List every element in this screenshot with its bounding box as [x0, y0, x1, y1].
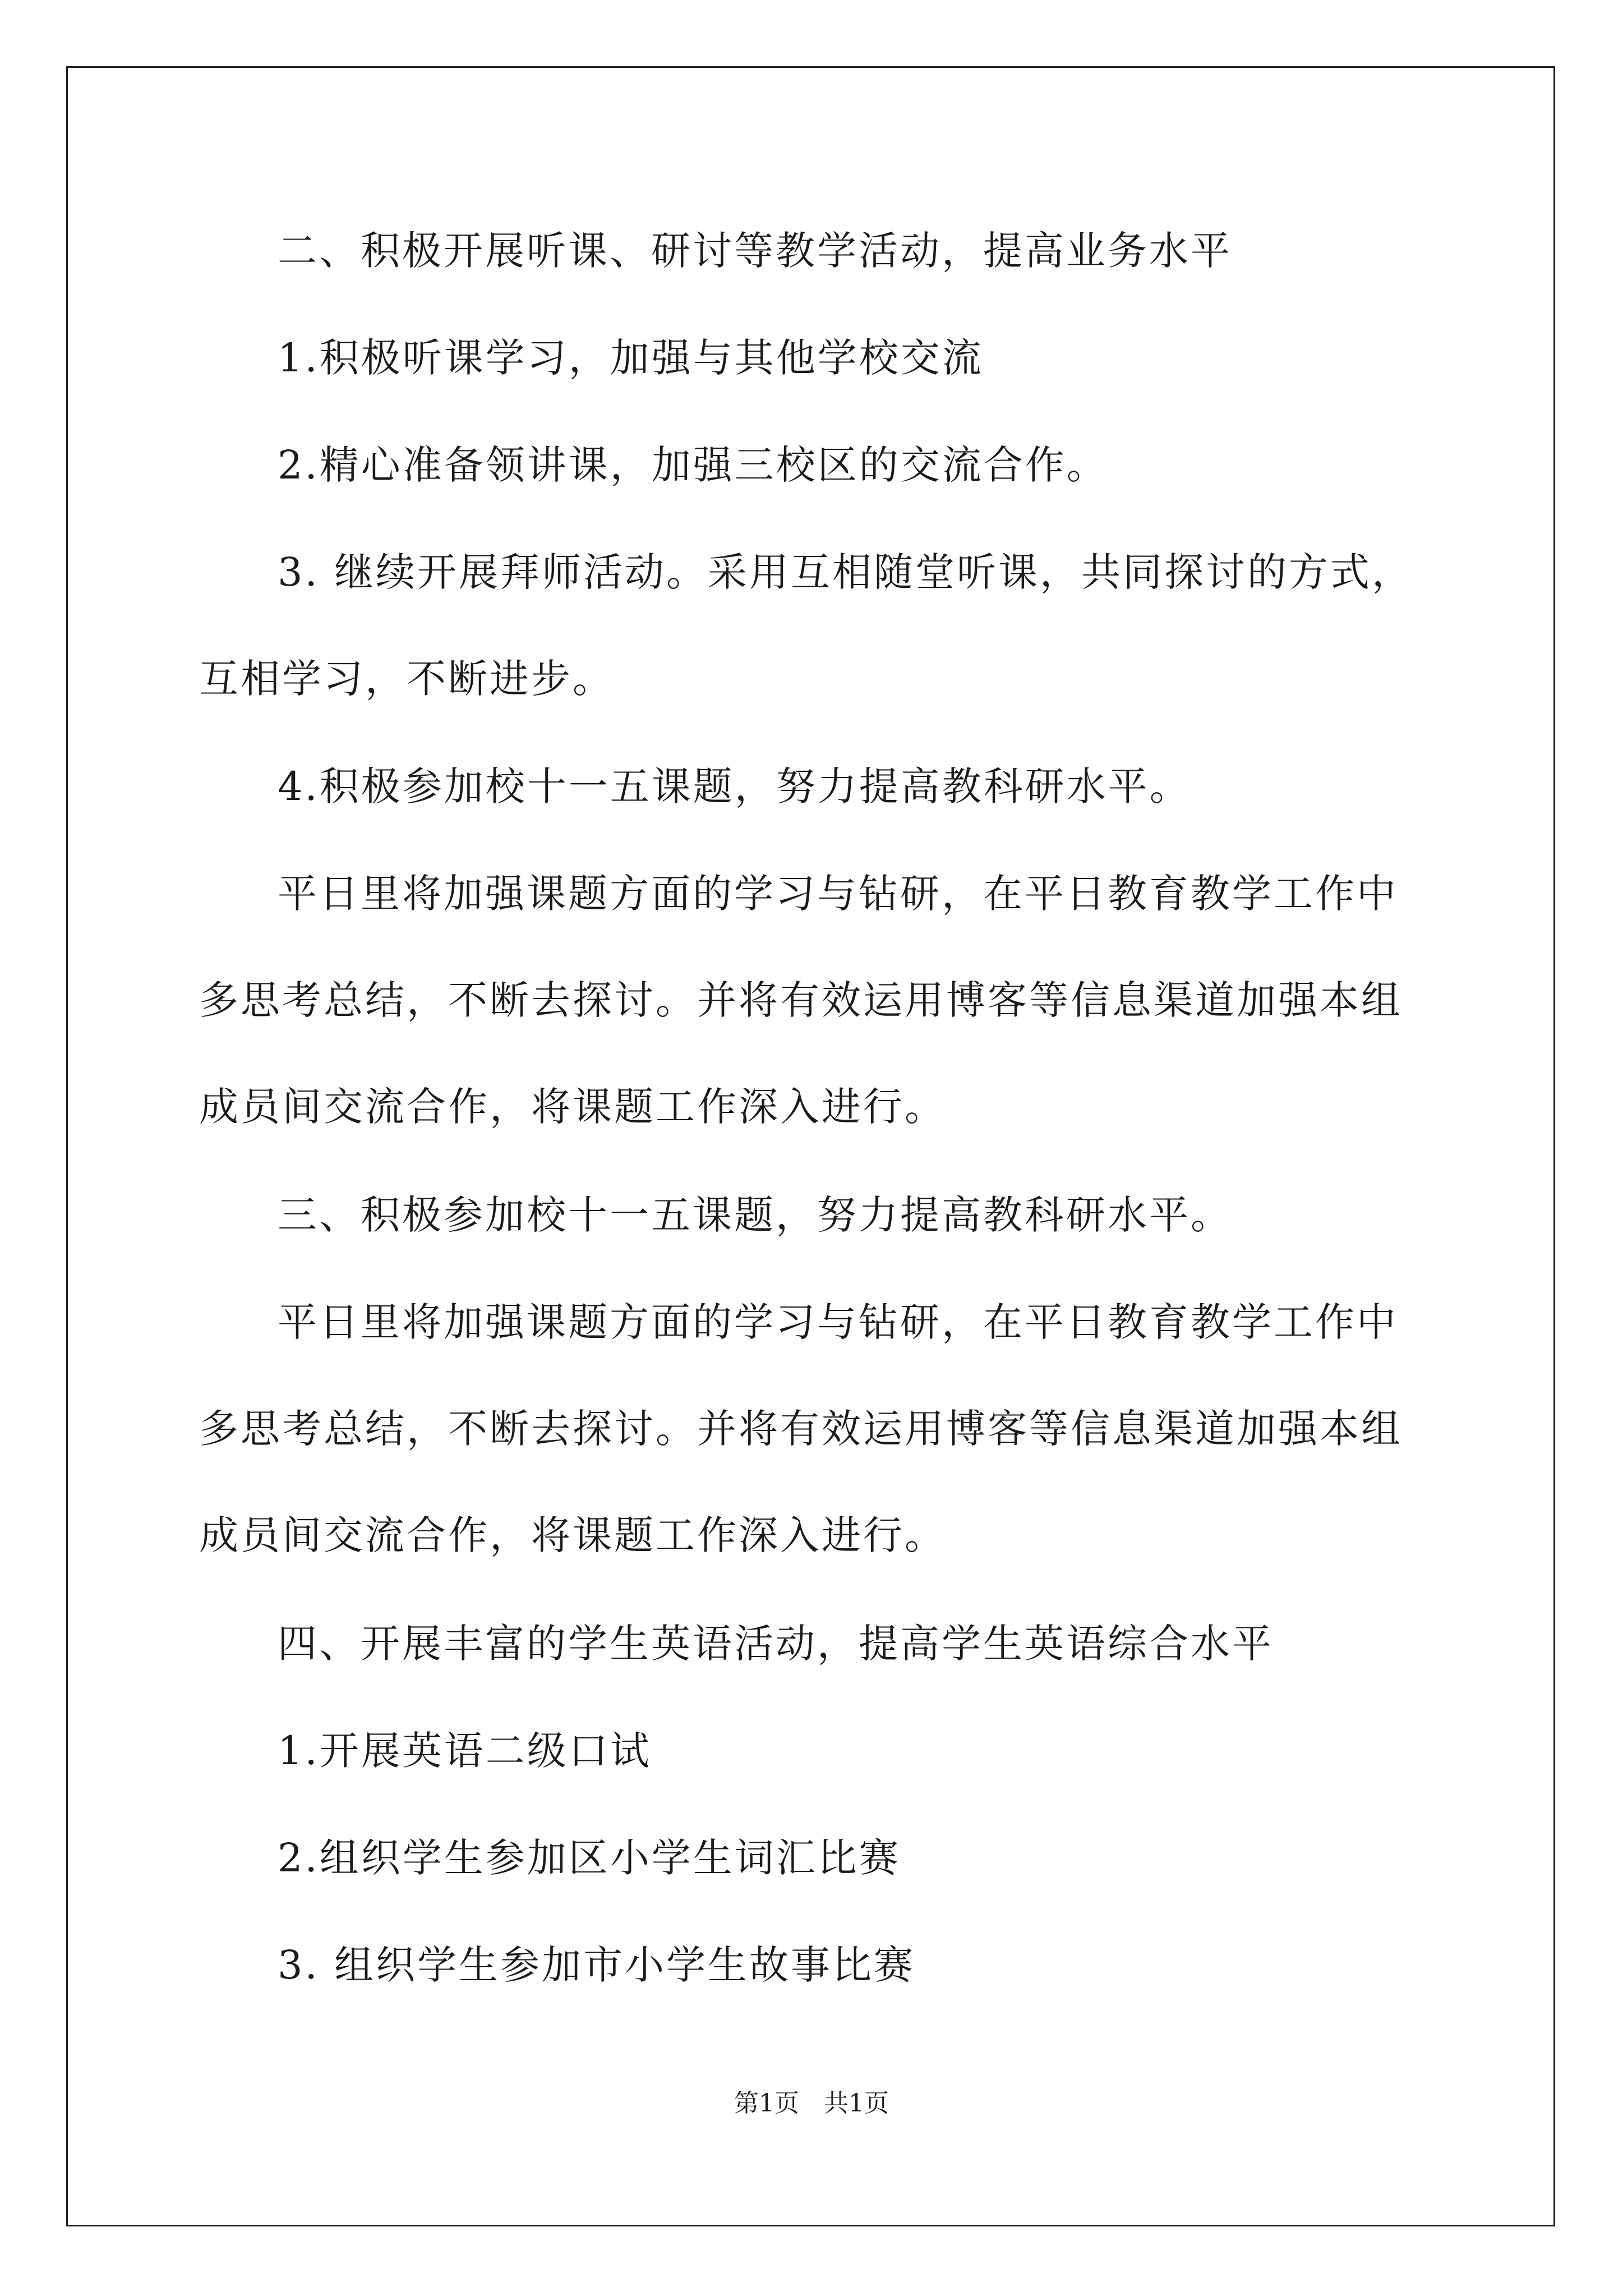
- body-paragraph: 平日里将加强课题方面的学习与钻研，在平日教育教学工作中多思考总结，不断去探讨。并将有效运用博客等信息渠道加强本组成员间交流合作，将课题工作深入进行。: [199, 871, 1403, 1130]
- list-item: 2.组织学生参加区小学生词汇比赛: [278, 1835, 901, 1881]
- heading-section-3: 三、积极参加校十一五课题，努力提高教科研水平。: [278, 1192, 1232, 1238]
- body-paragraph: 平日里将加强课题方面的学习与钻研，在平日教育教学工作中多思考总结，不断去探讨。并将有效运用博客等信息渠道加强本组成员间交流合作，将课题工作深入进行。: [199, 1299, 1403, 1558]
- list-item: 4.积极参加校十一五课题，努力提高教科研水平。: [278, 763, 1191, 809]
- list-item: 1.积极听课学习，加强与其他学校交流: [278, 335, 984, 381]
- page-footer: 第1页 共1页: [734, 2089, 889, 2118]
- list-item: 2.精心准备领讲课，加强三校区的交流合作。: [278, 442, 1108, 488]
- heading-section-4: 四、开展丰富的学生英语活动，提高学生英语综合水平: [278, 1621, 1274, 1667]
- heading-section-2: 二、积极开展听课、研讨等教学活动，提高业务水平: [278, 228, 1232, 274]
- list-item: 1.开展英语二级口试: [278, 1728, 652, 1774]
- list-item: 3. 组织学生参加市小学生故事比赛: [278, 1942, 916, 1988]
- list-item: 3. 继续开展拜师活动。采用互相随堂听课，共同探讨的方式，互相学习，不断进步。: [199, 549, 1414, 702]
